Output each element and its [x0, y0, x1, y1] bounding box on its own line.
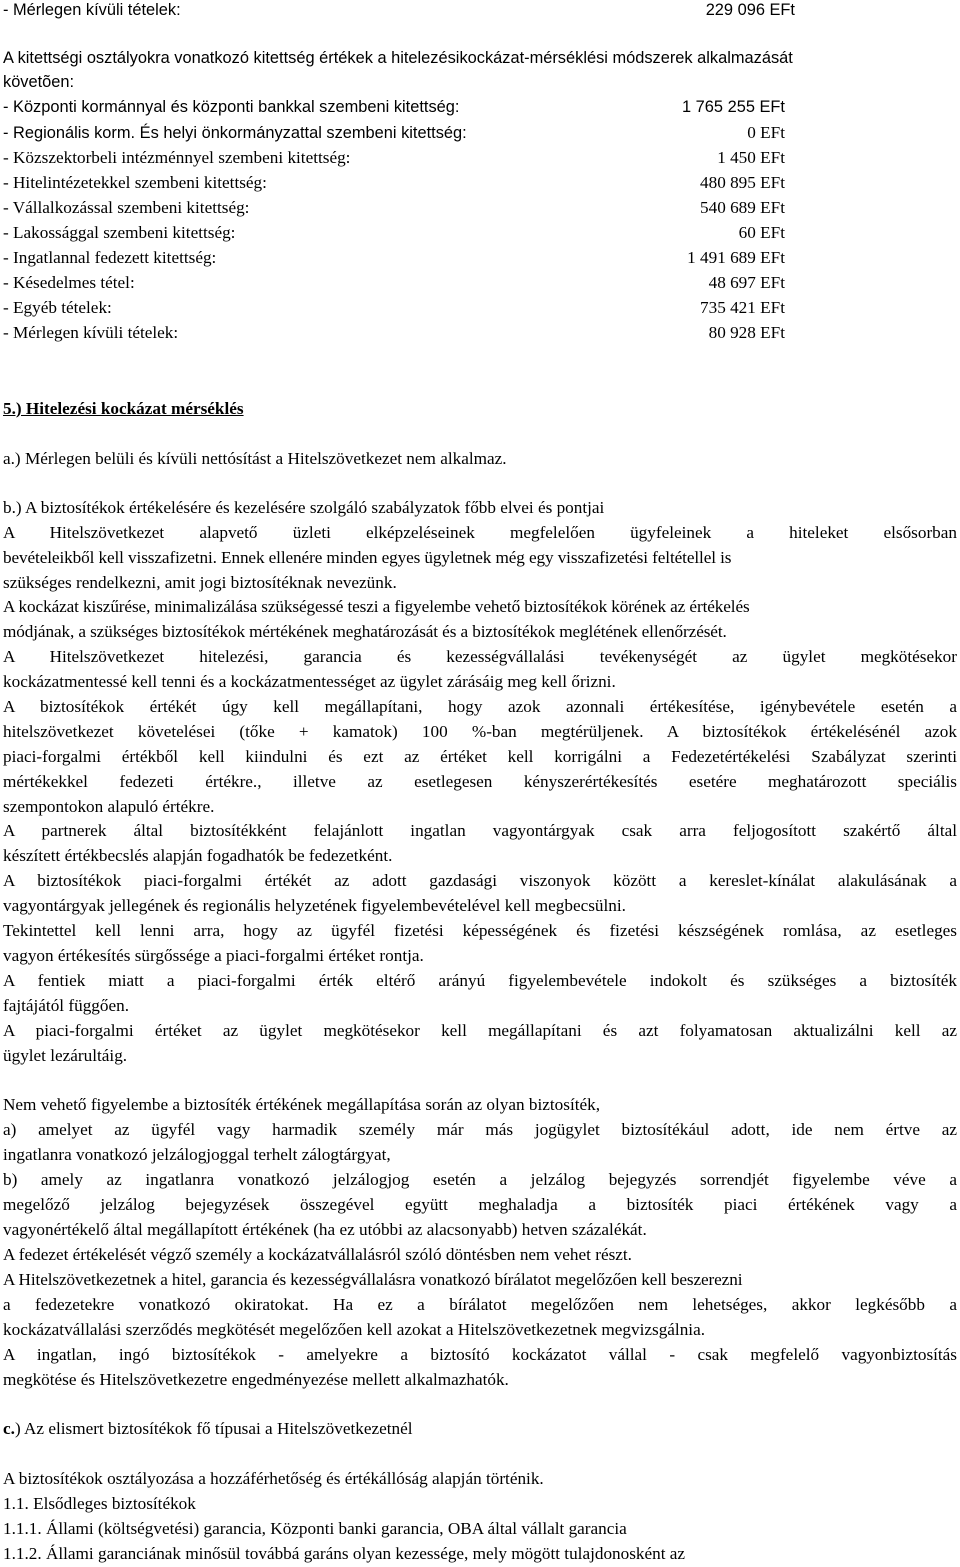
item-1-1-1: 1.1.1. Állami (költségvetési) garancia, Központi banki garancia, OBA által vállalt garancia [3, 1519, 627, 1538]
exposure-value: 60 EFt [738, 223, 785, 242]
paragraph-line: a fedezetekre vonatkozó okiratokat. Ha ez a bírálatot megelőzően nem lehetséges, akkor legkésőbb a [3, 1295, 957, 1314]
exposure-value: 1 450 EFt [717, 148, 785, 167]
off-balance-label-top: - Mérlegen kívüli tételek: [3, 1, 181, 19]
paragraph-line: ügylet lezárultáig. [3, 1046, 128, 1065]
paragraph-line: A kockázat kiszűrése, minimalizálása szükségessé teszi a figyelembe vehető biztosítékok körének az értékelés [3, 597, 750, 616]
exposure-value: 48 697 EFt [708, 273, 785, 292]
paragraph-line: vagyontárgyak jellegének és regionális helyzetének figyelembevételével kell megbecsülni. [3, 896, 626, 915]
paragraph-line: A fedezet értékelését végző személy a kockázatvállalásról szóló döntésben nem vehet részt. [3, 1245, 632, 1264]
paragraph-line: vagyonértékelő által megállapított értékének (ha ez utóbbi az alacsonyabb) hetven százalékát. [3, 1220, 647, 1239]
paragraph-line: hitelszövetkezet követelései (tőke + kamatok) 100 %-ban megtérüljenek. A biztosítékok értékelésénél azok [3, 722, 957, 741]
section-5b-line: b.) A biztosítékok értékelésére és kezelésére szolgáló szabályzatok főbb elvei és pontjai [3, 498, 605, 517]
exposure-value: 480 895 EFt [700, 173, 785, 192]
paragraph-line: mértékekkel fedezeti értékre., illetve az esetlegesen kényszerértékesítés esetére meghatározott speciális [3, 772, 957, 791]
paragraph-line: megelőző jelzálog bejegyzések összegével együtt meghaladja a biztosíték piaci értékének vagy a [3, 1195, 957, 1214]
off-balance-value-top: 229 096 EFt [705, 1, 795, 19]
paragraph-line: b) amely az ingatlanra vonatkozó jelzálogjog esetén a jelzálog bejegyzés sorrendjét figyelembe véve a [3, 1170, 957, 1189]
paragraph-line: A Hitelszövetkezetnek a hitel, garancia és kezességvállalásra vonatkozó bírálatot megelőzően kell beszerezni [3, 1270, 743, 1289]
paragraph-line: megkötése és Hitelszövetkezetre engedményezése mellett alkalmazhatók. [3, 1370, 509, 1389]
intro-line-1: A kitettségi osztályokra vonatkozó kitettség értékek a hitelezésikockázat-mérséklési módszerek alkalmazását [3, 49, 793, 67]
paragraph-line: szempontokon alapuló értékre. [3, 797, 215, 816]
exposure-value: 1 765 255 EFt [682, 98, 785, 116]
paragraph-line: készített értékbecslés alapján fogadhatók be fedezetként. [3, 846, 393, 865]
exposure-label: - Regionális korm. És helyi önkormányzattal szembeni kitettség: [3, 124, 467, 142]
item-1-1: 1.1. Elsődleges biztosítékok [3, 1494, 196, 1513]
paragraph-line: vagyon értékesítés sürgőssége a piaci-forgalmi értéket rontja. [3, 946, 424, 965]
item-1-1-2: 1.1.2. Állami garanciának minősül továbbá garáns olyan kezessége, mely mögött tulajdonosként az [3, 1544, 686, 1563]
exposure-label: - Vállalkozással szembeni kitettség: [3, 198, 250, 217]
exposure-label: - Lakossággal szembeni kitettség: [3, 223, 236, 242]
paragraph-line: kockázatvállalási szerződés megkötését megelőzően kell azokat a Hitelszövetkezetnek megvizsgálnia. [3, 1320, 705, 1339]
paragraph-line: szükséges rendelkezni, amit jogi biztosítéknak nevezünk. [3, 573, 397, 592]
classification-line: A biztosítékok osztályozása a hozzáférhetőség és értékállóság alapján történik. [3, 1469, 544, 1488]
paragraph-line: bevételeikből kell visszafizetni. Ennek ellenére minden egyes ügyletnek még egy visszafizetési feltétellel is [3, 548, 732, 567]
paragraph-line: ingatlanra vonatkozó jelzálogjoggal terhelt zálogtárgyat, [3, 1145, 391, 1164]
exposure-value: 1 491 689 EFt [687, 248, 785, 267]
exposure-label: - Hitelintézetekkel szembeni kitettség: [3, 173, 267, 192]
paragraph-line: A Hitelszövetkezet alapvető üzleti elképzeléseinek megfelelően ügyfeleinek a hiteleket elsősorban [3, 523, 957, 542]
exposure-label: - Mérlegen kívüli tételek: [3, 323, 179, 342]
paragraph-line: Nem vehető figyelembe a biztosíték értékének megállapítása során az olyan biztosíték, [3, 1095, 601, 1114]
paragraph-line: piaci-forgalmi értékből kell kiindulni és ezt az értéket kell korrigálni a Fedezetértékelési Szabályzat szerinti [3, 747, 957, 766]
exposure-label: - Központi kormánnyal és központi bankkal szembeni kitettség: [3, 98, 460, 116]
paragraph-line: A fentiek miatt a piaci-forgalmi érték eltérő arányú figyelembevétele indokolt és szükséges a biztosíték [3, 971, 957, 990]
exposure-label: - Közszektorbeli intézménnyel szembeni kitettség: [3, 148, 351, 167]
section-5a-line: a.) Mérlegen belüli és kívüli nettósítást a Hitelszövetkezet nem alkalmaz. [3, 449, 507, 468]
paragraph-line: A ingatlan, ingó biztosítékok - amelyekre a biztosító kockázatot vállal - csak megfelelő vagyonbiztosítás [3, 1345, 957, 1364]
section-c-heading [3, 1418, 413, 1440]
paragraph-line: Tekintettel kell lenni arra, hogy az ügyfél fizetési képességének és fizetési készségének romlása, az esetleges [3, 921, 957, 940]
paragraph-line: kockázatmentessé kell tenni és a kockázatmentességet az ügylet zárásáig meg kell őrizni. [3, 672, 616, 691]
exposure-value: 540 689 EFt [700, 198, 785, 217]
section-5-heading: 5.) Hitelezési kockázat mérséklés [3, 399, 244, 418]
section-c-prefix: c. [3, 1419, 15, 1438]
exposure-label: - Egyéb tételek: [3, 298, 112, 317]
paragraph-line: A piaci-forgalmi értéket az ügylet megkötésekor kell megállapítani és azt folyamatosan aktualizálni kell az [3, 1021, 957, 1040]
exposure-label: - Ingatlannal fedezett kitettség: [3, 248, 217, 267]
exposure-value: 80 928 EFt [708, 323, 785, 342]
exposure-value: 0 EFt [747, 123, 785, 142]
exposure-label: - Késedelmes tétel: [3, 273, 135, 292]
paragraph-line: A Hitelszövetkezet hitelezési, garancia és kezességvállalási tevékenységét az ügylet megkötésekor [3, 647, 957, 666]
section-c-title: ) Az elismert biztosítékok fő típusai a Hitelszövetkezetnél [14, 1419, 413, 1438]
exposure-value: 735 421 EFt [700, 298, 785, 317]
paragraph-line: A biztosítékok piaci-forgalmi értékét az adott gazdasági viszonyok között a kereslet-kínálat alakulásának a [3, 871, 957, 890]
intro-line-2: követõen: [3, 73, 75, 91]
paragraph-line: a) amelyet az ügyfél vagy harmadik személy már más jogügylet biztosítékául adott, ide nem értve az [3, 1120, 957, 1139]
paragraph-line: A biztosítékok értékét úgy kell megállapítani, hogy azok azonnali értékesítése, igénybevétele esetén a [3, 697, 957, 716]
paragraph-line: módjának, a szükséges biztosítékok mértékének meghatározását és a biztosítékok meglétének ellenőrzését. [3, 622, 727, 641]
paragraph-line: fajtájától függően. [3, 996, 129, 1015]
paragraph-line: A partnerek által biztosítékként felajánlott ingatlan vagyontárgyak csak arra feljogosított szakértő által [3, 821, 957, 840]
